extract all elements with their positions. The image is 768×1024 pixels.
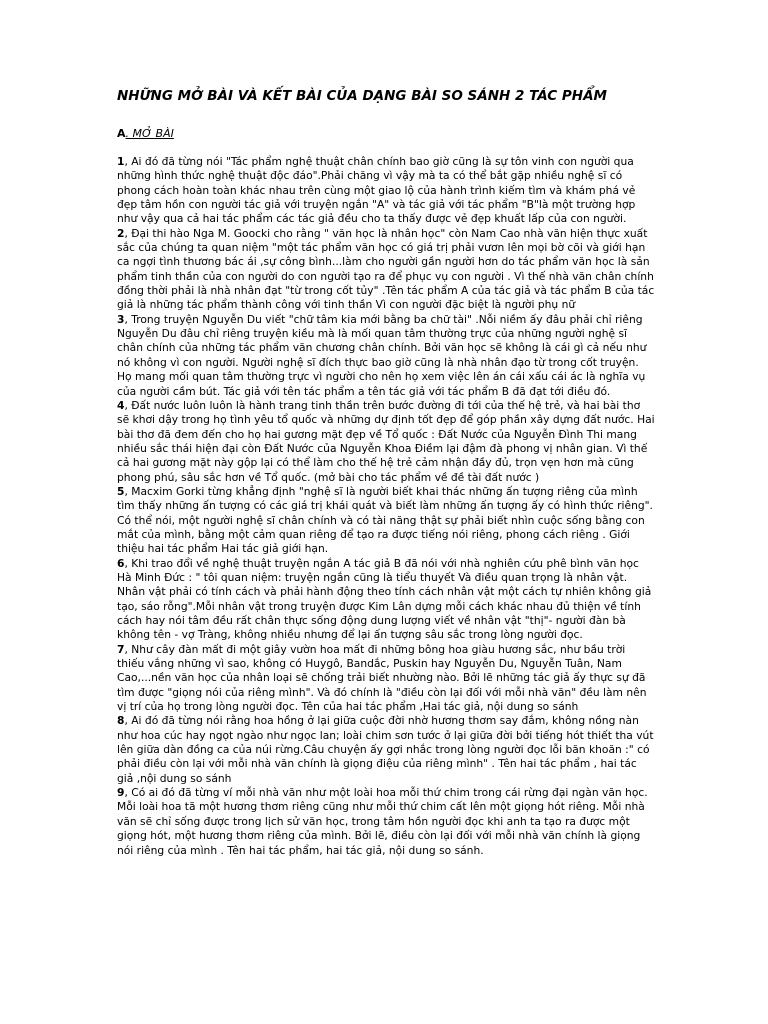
paragraph-5	[117, 485, 655, 557]
section-name: . MỞ BÀI	[125, 127, 174, 140]
paragraph-number: 1	[117, 155, 125, 168]
paragraph-2	[117, 227, 655, 313]
paragraph-number: 5	[117, 484, 125, 498]
paragraph-text: , Đại thi hào Nga M. Goocki cho rằng " văn học là nhân học" còn Nam Cao nhà văn hiện thực xuất sắc của chúng ta quan niệm "một tác phẩm văn học có giá trị phải vươn lên mọi bờ cõi và giới hạn ca ngợi tình thương bác ái ,sự công bình...làm cho người gần người hơn do tác phẩm văn học là sản phẩm tinh thần của con người do con người tạo ra để phục vụ con người . Vì thế nhà văn chân chính đồng thời phải là nhà nhân đạt "từ trong cốt tủy" .Tên tác phẩm A của tác giả và tác phẩm B của tác giả là những tác phẩm thành công với tinh thần Vì con người đặc biệt là người phụ nữ	[117, 226, 655, 312]
paragraph-text: , Ai đó đã từng nói rằng hoa hồng ở lại giữa cuộc đời nhờ hương thơm say đắm, không nồng nàn như hoa cúc hay ngọt ngào như ngọc lan; loài chim sơn tước ở lại giữa đời bởi tiếng hót thiết tha vút lên giữa dàn đồng ca của núi rừng.Câu chuyện ấy gợi nhắc trong lòng người đọc lỗi băn khoăn :" có phải điều còn lại với mỗi nhà văn chính là giọng điệu của riêng mình" . Tên hai tác phẩm , hai tác giả ,nội dung so sánh	[117, 714, 654, 785]
section-heading	[117, 127, 655, 141]
paragraph-text: , Khi trao đổi về nghệ thuật truyện ngắn A tác giả B đã nói với nhà nghiên cứu phê bình văn học Hà Minh Đức : " tôi quan niệm: truyện ngắn cũng là tiểu thuyết Và điều quan trọng là nhân vật. Nhân vật phải có tính cách và phải hành động theo tính cách nhân vật một cách tự nhiên không giả tạo, sáo rỗng".Mỗi nhân vật trong truyện được Kim Lân dựng mỗi cách khác nhau đủ thiện về tính cách hay nói tâm đều rất chân thực sống động dung lượng viết về nhân vật "thị"- người đàn bà không tên - vợ Tràng, không nhiều nhưng để lại ấn tượng sâu sắc trong lòng người đọc.	[117, 556, 652, 642]
paragraph-text: , Đất nước luôn luôn là hành trang tinh thần trên bước đường đi tới của thế hệ trẻ, và hai bài thơ sẽ khơi dậy trong họ tình yêu tổ quốc và những dự định tốt đẹp để góp phần xây dựng đất nước. Hai bài thơ đã đem đến cho họ hai gương mặt đẹp về Tổ quốc : Đất Nước của Nguyễn Đình Thi mang nhiều sắc thái hiện đại còn Đất Nước của Nguyễn Khoa Điềm lại đậm đà phong vị nhân gian. Vì thế cả hai gương mặt này gộp lại có thể làm cho thế hệ trẻ cảm nhận đầy đủ, trọn vẹn hơn mà cũng phong phú, sâu sắc hơn về Tổ quốc. (mở bài cho tác phẩm về đề tài đất nước )	[117, 398, 655, 484]
section-letter: A	[117, 127, 126, 140]
paragraph-number: 4	[117, 398, 125, 412]
paragraph-text: , Như cây đàn mất đi một giây vườn hoa mất đi những bông hoa giàu hương sắc, như bầu trời thiếu vắng những vì sao, không có Huygô, Bandắc, Puskin hay Nguyễn Du, Nguyễn Tuân, Nam Cao,...nền văn học của nhân loại sẽ chống trải biết nhường nào. Bởi lẽ những tác giả ấy thực sự đã tìm được "giọng nói của riêng mình". Và đó chính là "điều còn lại đối với mỗi nhà văn" đều làm nên vị trí của họ trong lòng người đọc. Tên của hai tác phẩm ,Hai tác giả, nội dung so sánh	[117, 642, 647, 714]
document-title: NHỮNG MỞ BÀI VÀ KẾT BÀI CỦA DẠNG BÀI SO SÁNH 2 TÁC PHẨM	[117, 88, 607, 104]
paragraph-text: , Macxim Gorki từng khẳng định "nghệ sĩ là người biết khai thác những ấn tượng riêng của mình tìm thấy những ấn tượng có các giá trị khái quát và biết làm những ấn tượng ấy có hình thức riêng". Có thể nói, một người nghệ sĩ chân chính và có tài năng thật sự phải biết nhìn cuộc sống bằng con mắt của mình, bằng một cảm quan riêng để tạo ra được tiếng nói riêng, phong cách riêng . Giới thiệu hai tác phẩm Hai tác giả giới hạn.	[117, 484, 653, 556]
paragraph-text: , Ai đó đã từng nói "Tác phẩm nghệ thuật chân chính bao giờ cũng là sự tôn vinh con người qua những hình thức nghệ thuật độc đáo".Phải chăng vì vậy mà ta có thể bắt gặp nhiều nghệ sĩ có phong cách hoàn toàn khác nhau trên cùng một giao lộ của hành trình kiếm tìm và khám phá vẻ đẹp tâm hồn con người tác giả với truyện ngắn "A" và tác giả với tác phẩm "B"là một trường hợp như vậy qua cả hai tác phẩm các tác giả đều cho ta thấy được vẻ đẹp khuất lấp của con người.	[117, 155, 636, 226]
paragraph-list	[117, 155, 655, 858]
paragraph-4	[117, 399, 655, 485]
paragraph-7	[117, 643, 655, 715]
paragraph-number: 6	[117, 556, 125, 570]
paragraph-text: , Có ai đó đã từng ví mỗi nhà văn như một loài hoa mỗi thứ chim trong cái rừng đại ngàn văn học. Mỗi loài hoa tã một hương thơm riêng cũng như mỗi thứ chim cất lên một giọng hót riêng. Mỗi nhà văn sẽ chỉ sống được trong lịch sử văn học, trong tâm hồn người đọc khi anh ta tạo ra được một giọng hót, một hương thơm riêng của mình. Bởi lẽ, điều còn lại đối với mỗi nhà văn chính là giọng nói riêng của mình . Tên hai tác phẩm, hai tác giả, nội dung so sánh.	[117, 786, 648, 857]
paragraph-1	[117, 155, 655, 227]
paragraph-9	[117, 786, 655, 858]
paragraph-3	[117, 313, 655, 399]
paragraph-number: 7	[117, 642, 125, 656]
paragraph-number: 8	[117, 714, 125, 728]
paragraph-text: , Trong truyện Nguyễn Du viết "chữ tâm kia mới bằng ba chữ tài" .Nỗi niềm ấy đâu phải chỉ riêng Nguyễn Du đâu chỉ riêng truyện kiều mà là mối quan tâm thường trực của những người nghệ sĩ chân chính của những tác phẩm văn chương chân chính. Bởi văn học sẽ không là cái gì cả nếu như nó không vì con người. Người nghệ sĩ đích thực bao giờ cũng là nhà nhân đạo từ trong cốt truyện. Họ mang mối quan tâm thường trực vì người cho nên họ xem việc lên án cái xấu cái ác là nghĩa vụ của người cầm bút. Tác giả với tên tác phẩm a tên tác giả với tác phẩm B đã đạt tới điều đó.	[117, 312, 647, 398]
paragraph-number: 9	[117, 786, 125, 800]
paragraph-6	[117, 557, 655, 643]
paragraph-number: 2	[117, 226, 125, 240]
document-page	[117, 88, 655, 858]
paragraph-8	[117, 714, 655, 786]
paragraph-number: 3	[117, 312, 125, 326]
